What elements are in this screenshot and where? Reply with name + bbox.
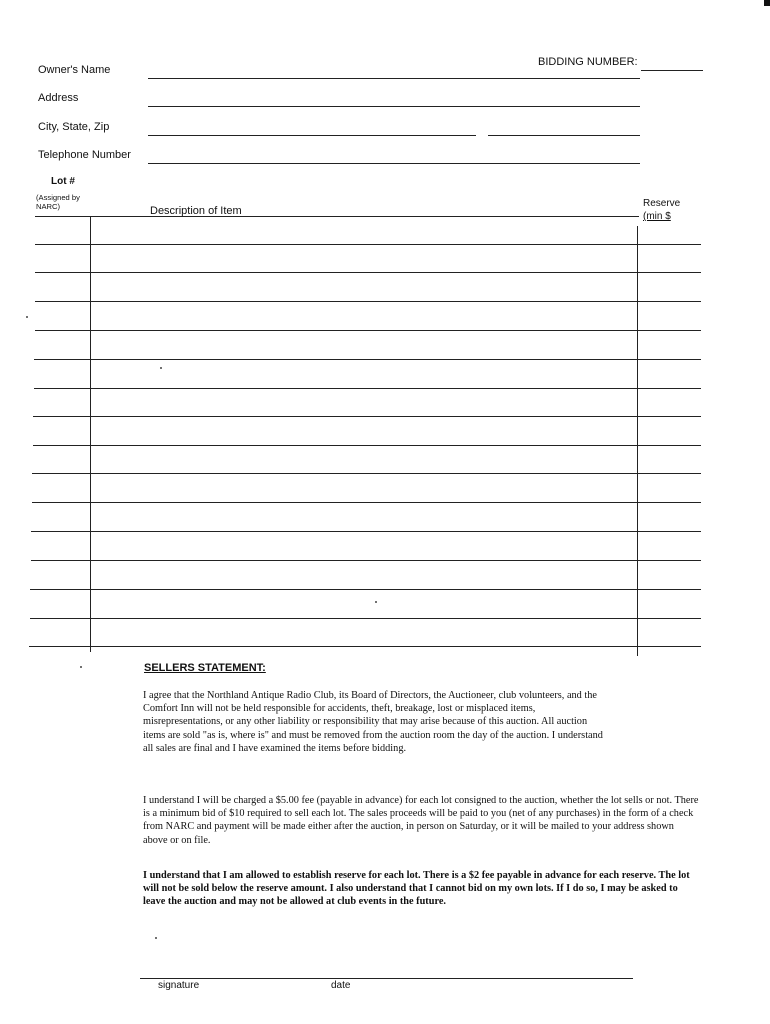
- address-label: Address: [38, 92, 79, 104]
- bidding-number-label: BIDDING NUMBER:: [538, 56, 638, 68]
- reserve-min-note: (min $: [643, 211, 671, 222]
- lot-column-divider: [90, 216, 91, 652]
- table-row[interactable]: [29, 646, 701, 647]
- table-row[interactable]: [30, 618, 701, 619]
- table-row[interactable]: [30, 589, 701, 590]
- table-row[interactable]: [35, 330, 701, 331]
- reserve-header: Reserve: [643, 198, 681, 209]
- lot-number-header: Lot #: [51, 176, 75, 187]
- telephone-number-label: Telephone Number: [38, 149, 131, 161]
- table-row[interactable]: [31, 560, 701, 561]
- description-header: Description of Item: [150, 205, 242, 217]
- signature-line[interactable]: [140, 978, 633, 979]
- table-row[interactable]: [33, 445, 701, 446]
- owners-name-label: Owner's Name: [38, 64, 111, 76]
- table-row[interactable]: [31, 531, 701, 532]
- table-row[interactable]: [34, 359, 701, 360]
- table-row[interactable]: [35, 244, 701, 245]
- table-row[interactable]: [35, 301, 701, 302]
- scan-speck: [375, 601, 377, 603]
- reserve-column-divider: [637, 226, 638, 656]
- signature-label: signature: [158, 980, 200, 991]
- table-row[interactable]: [33, 416, 701, 417]
- scan-speck: [160, 367, 162, 369]
- sellers-statement-title: SELLERS STATEMENT:: [144, 662, 266, 674]
- table-row[interactable]: [35, 272, 701, 273]
- table-header-rule: [35, 216, 639, 217]
- scan-speck: [26, 316, 28, 318]
- table-row[interactable]: [32, 502, 701, 503]
- lot-assigned-note: (Assigned by NARC): [36, 193, 80, 211]
- city-state-zip-label: City, State, Zip: [38, 121, 110, 133]
- scan-speck: [80, 666, 82, 668]
- table-row[interactable]: [32, 473, 701, 474]
- table-row[interactable]: [34, 388, 701, 389]
- scan-speck: [155, 937, 157, 939]
- reserve-paragraph: I understand that I am allowed to establish reserve for each lot. There is a $2 fee payable in advance for each reserve. The lot will not be sold below the reserve amount. I also understand that I cannot bid on my own lots. If I do so, I may be asked to leave the auction and may not be allowed at club events in the future.: [143, 870, 690, 908]
- liability-paragraph: I agree that the Northland Antique Radio Club, its Board of Directors, the Auctioneer, club volunteers, and the Comfort Inn will not be held responsible for accidents, theft, breakage, lost or misplaced items, misrepresentations, or any other liability or responsibility that may arise because of this auction. All auction items are sold "as is, where is" and must be removed from the auction room the day of the auction. I understand all sales are final and I have examined the items before bidding.: [143, 690, 603, 754]
- fee-paragraph: I understand I will be charged a $5.00 fee (payable in advance) for each lot consigned to the auction, whether the lot sells or not. There is a minimum bid of $10 required to sell each lot. The sales proceeds will be paid to you (net of any purchases) in the form of a check from NARC and payment will be made either after the auction, in person on Saturday, or it will be mailed to your address shown above or on file.: [143, 795, 699, 846]
- date-label: date: [331, 980, 351, 991]
